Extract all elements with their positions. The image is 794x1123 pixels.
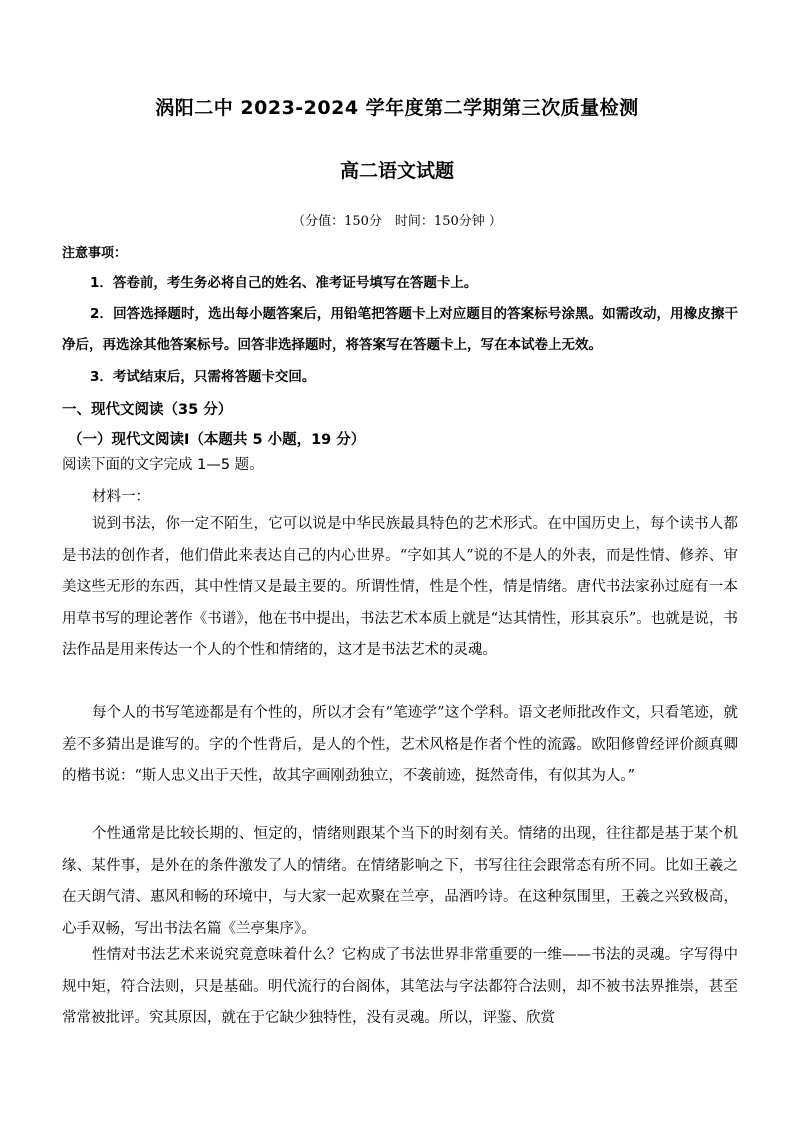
notice-item: 1．答卷前，考生务必将自己的姓名、准考证号填写在答题卡上。 xyxy=(90,275,478,291)
exam-subtitle: 高二语文试题 xyxy=(339,160,454,182)
exam-title: 涡阳二中 2023-2024 学年度第二学期第三次质量检测 xyxy=(155,97,639,119)
material-label: 材料一： xyxy=(92,489,150,505)
notice-item: 3．考试结束后，只需将答题卡交回。 xyxy=(90,369,316,385)
material-paragraph: 说到书法，你一定不陌生，它可以说是中华民族最具特色的艺术形式。在中国历史上，每个读书人都是书法的创作者，他们借此来表达自己的内心世界。“字如其人”说的不是人的外表，而是性情、修养、审美这些无形的东西，其中性情又是最主要的。所谓性情，性是个性，情是情绪。唐代书法家孙过庭有一本用草书写的理论著作《书谱》，他在书中提出，书法艺术本质上就是“达其情性，形其哀乐”。也就是说，书法作品是用来传达一个人的个性和情绪的，这才是书法艺术的灵魂。 xyxy=(62,516,738,658)
exam-meta: （分值：150分 时间：150分钟 ） xyxy=(292,214,502,229)
notice-item: 2．回答选择题时，选出每小题答案后，用铅笔把答题卡上对应题目的答案标号涂黑。如需改动，用橡皮擦干净后，再选涂其他答案标号。回答非选择题时，将答案写在答题卡上，写在本试卷上无效。 xyxy=(62,306,738,353)
material-paragraph: 每个人的书写笔迹都是有个性的，所以才会有“笔迹学”这个学科。语文老师批改作文，只看笔迹，就差不多猜出是谁写的。字的个性背后，是人的个性，艺术风格是作者个性的流露。欧阳修曾经评价颜真卿的楷书说：“斯人忠义出于天性，故其字画刚劲独立，不袭前迹，挺然奇伟，有似其为人。” xyxy=(62,705,738,784)
material-paragraph: 个性通常是比较长期的、恒定的，情绪则跟某个当下的时刻有关。情绪的出现，往往都是基于某个机缘、某件事，是外在的条件激发了人的情绪。在情绪影响之下，书写往往会跟常态有所不同。比如王羲之在天朗气清、惠风和畅的环境中，与大家一起欢聚在兰亭，品酒吟诗。在这种氛围里，王羲之兴致极高，心手双畅，写出书法名篇《兰亭集序》。 xyxy=(62,826,738,937)
notice-heading: 注意事项： xyxy=(62,246,128,261)
section-heading: 一、现代文阅读（35 分） xyxy=(62,402,233,418)
sub-section-heading: （一）现代文阅读Ⅰ（本题共 5 小题，19 分） xyxy=(68,432,366,448)
material-paragraph: 性情对书法艺术来说究竟意味着什么？它构成了书法世界非常重要的一维——书法的灵魂。字写得中规中矩，符合法则，只是基础。明代流行的台阁体，其笔法与字法都符合法则，却不被书法界推崇，甚至常常被批评。究其原因，就在于它缺少独特性，没有灵魂。所以，评鉴、欣赏 xyxy=(62,947,738,1026)
reading-instruction: 阅读下面的文字完成 1—5 题。 xyxy=(62,457,264,473)
